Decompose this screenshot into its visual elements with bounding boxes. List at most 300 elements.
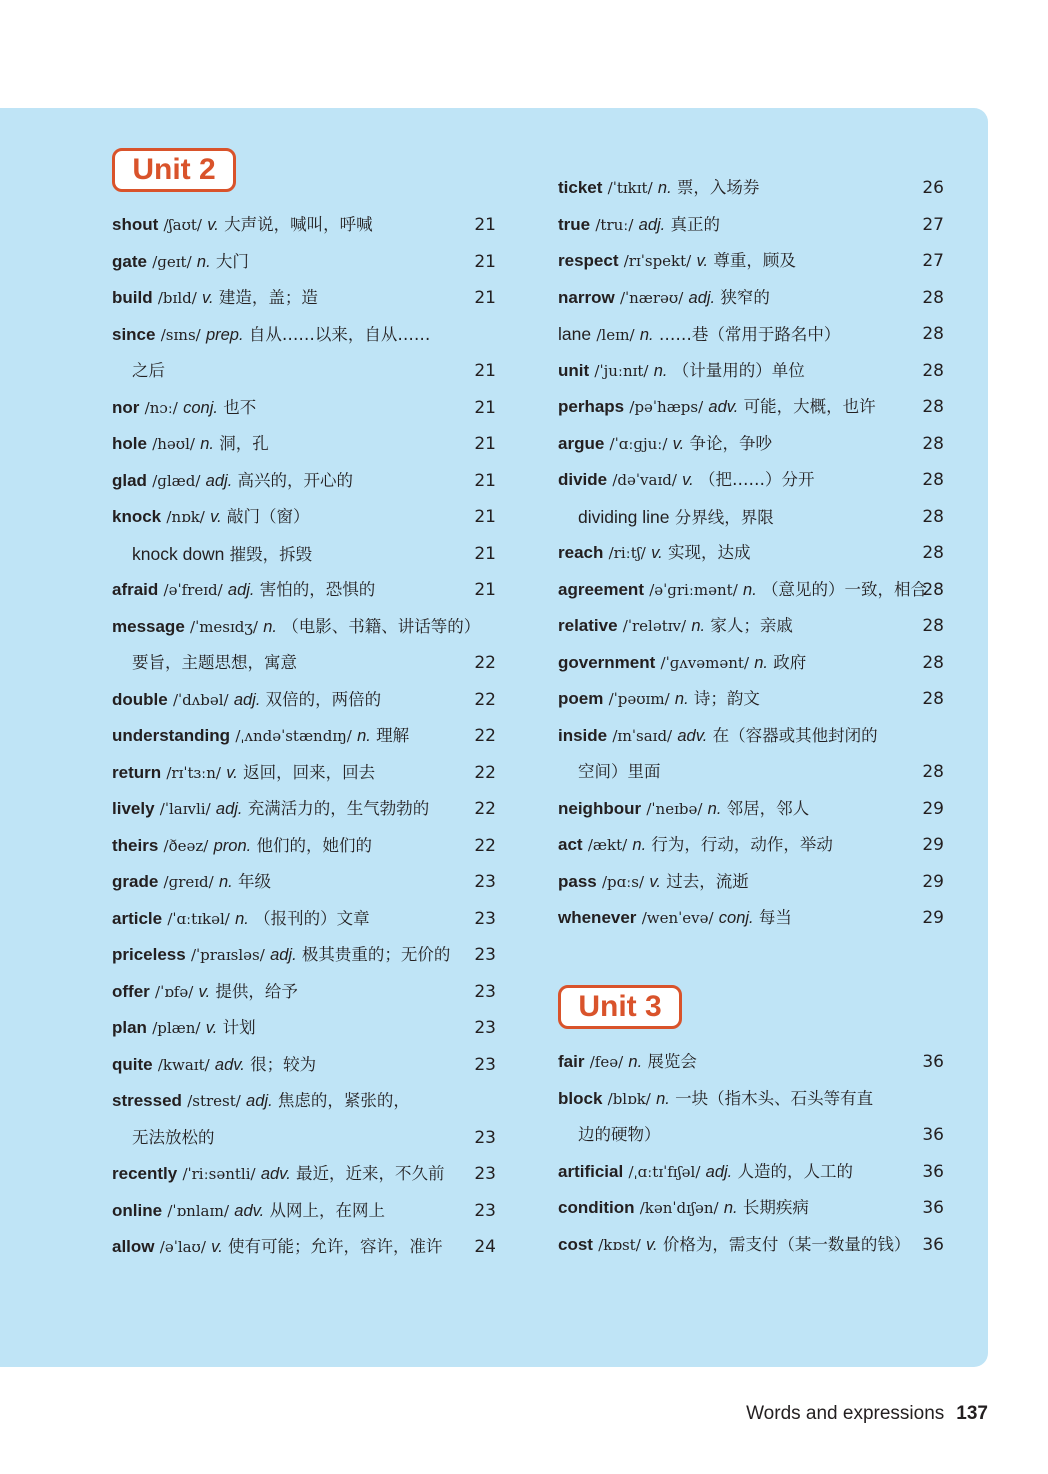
entry-word: whenever xyxy=(558,908,637,927)
entry-word: respect xyxy=(558,251,619,270)
entry-pos: conj. xyxy=(183,398,218,417)
entry-page: 21 xyxy=(474,288,496,308)
unit-heading: Unit 3 xyxy=(558,985,682,1029)
entry-word: reach xyxy=(558,543,604,562)
entry-phonetic: /ˈtɪkɪt/ xyxy=(607,179,653,197)
entry-definition: 洞，孔 xyxy=(219,434,269,453)
entry-text xyxy=(132,645,297,681)
entry-pos: n. xyxy=(674,690,689,708)
entry-definition: 返回，回来，回去 xyxy=(243,762,376,782)
entry-text xyxy=(558,645,806,681)
entry-continuation: 无法放松的 xyxy=(132,1127,215,1147)
vocab-entry xyxy=(112,426,496,462)
entry-text xyxy=(558,353,805,389)
entry-definition: 建造，盖；造 xyxy=(218,288,318,307)
entry-phonetic: /pɑːs/ xyxy=(602,872,645,891)
entry-text xyxy=(112,1193,385,1229)
entry-definition: 也不 xyxy=(223,397,257,417)
entry-phonetic: /ˈneɪbə/ xyxy=(646,799,703,818)
entry-page: 21 xyxy=(474,397,496,418)
entry-word: recently xyxy=(112,1164,178,1183)
entry-word: afraid xyxy=(112,580,159,599)
entry-pos: adj. xyxy=(215,800,243,818)
vocab-entry xyxy=(558,1081,944,1117)
entry-word: fair xyxy=(558,1052,585,1071)
vocab-entry xyxy=(112,280,496,316)
entry-text xyxy=(558,170,759,206)
vocab-entry xyxy=(558,1044,944,1080)
entry-definition: 人造的，人工的 xyxy=(737,1161,853,1181)
entry-phonetic: /dəˈvaɪd/ xyxy=(612,471,677,489)
vocab-entry xyxy=(558,353,944,389)
entry-pos: adj. xyxy=(270,946,297,964)
vocab-entry xyxy=(112,244,496,280)
entry-definition: 充满活力的，生气勃勃的 xyxy=(247,799,430,818)
entry-definition: （意见的）一致，相合 xyxy=(762,579,928,599)
entry-pos: v. xyxy=(696,252,709,270)
entry-continuation: 边的硬物） xyxy=(578,1125,661,1144)
entry-pos: n. xyxy=(743,580,757,599)
entry-text xyxy=(558,535,750,571)
entry-definition: 邻居，邻人 xyxy=(726,798,810,818)
entry-word: lane xyxy=(558,324,592,344)
entry-pos: adv. xyxy=(260,1165,291,1183)
entry-pos: v. xyxy=(672,434,685,453)
entry-page: 23 xyxy=(474,908,496,929)
entry-phonetic: /pəˈhæps/ xyxy=(629,398,704,416)
entry-word: message xyxy=(112,616,185,636)
entry-page: 23 xyxy=(474,1200,496,1221)
entry-word: inside xyxy=(558,725,608,745)
vocab-entry xyxy=(112,1010,496,1046)
entry-word: block xyxy=(558,1088,603,1108)
entry-word: stressed xyxy=(112,1091,182,1110)
entry-text xyxy=(558,608,793,644)
vocab-entry xyxy=(558,170,944,206)
entry-page: 23 xyxy=(474,872,496,892)
entry-phonetic: /əˈɡriːmənt/ xyxy=(649,580,738,599)
entry-text xyxy=(578,499,774,536)
entry-page: 36 xyxy=(922,1125,944,1145)
entry-phrase: dividing line xyxy=(578,506,670,527)
vocab-entry xyxy=(558,1117,944,1153)
entry-page: 23 xyxy=(474,1054,496,1075)
entry-text xyxy=(112,1156,445,1192)
entry-definition: 狭窄的 xyxy=(720,287,770,307)
entry-pos: adj. xyxy=(688,288,716,307)
entry-word: build xyxy=(112,288,153,307)
entry-text xyxy=(558,900,792,936)
entry-page: 21 xyxy=(474,507,496,527)
vocab-entry xyxy=(112,937,496,973)
entry-definition: 提供，给予 xyxy=(215,981,298,1001)
entry-phonetic: /ɡeɪt/ xyxy=(152,252,192,271)
entry-page: 23 xyxy=(474,1127,496,1148)
entry-pos: adv. xyxy=(234,1201,265,1220)
entry-text xyxy=(132,353,165,389)
entry-phonetic: /sɪns/ xyxy=(160,325,201,344)
entry-phonetic: /kwaɪt/ xyxy=(157,1055,210,1074)
vocab-entry xyxy=(558,243,944,279)
entry-definition: 诗；韵文 xyxy=(693,689,760,708)
entry-text xyxy=(558,827,833,863)
entry-pos: adj. xyxy=(705,1162,733,1181)
entry-word: divide xyxy=(558,470,608,489)
entry-page: 21 xyxy=(474,434,496,454)
entry-page: 21 xyxy=(474,580,496,600)
entry-text xyxy=(112,572,375,608)
entry-word: double xyxy=(112,689,168,709)
entry-pos: v. xyxy=(646,1235,658,1254)
entry-definition: 尊重，顾及 xyxy=(713,251,796,270)
entry-text xyxy=(112,1229,443,1265)
entry-page: 22 xyxy=(474,726,496,746)
entry-text xyxy=(112,609,480,645)
entry-definition: 真正的 xyxy=(670,214,721,234)
entry-page: 23 xyxy=(474,981,496,1002)
entry-pos: n. xyxy=(639,326,654,344)
entry-phonetic: /ˈɒfə/ xyxy=(155,982,194,1001)
entry-phonetic: /ˈmesɪdʒ/ xyxy=(190,617,258,636)
entry-definition: 敲门（窗） xyxy=(226,507,310,526)
entry-pos: conj. xyxy=(718,909,754,927)
entry-pos: n. xyxy=(357,727,371,745)
entry-page: 36 xyxy=(922,1198,944,1218)
entry-page: 23 xyxy=(474,945,496,965)
entry-page: 28 xyxy=(922,433,944,454)
vocab-entry xyxy=(112,1156,496,1192)
entry-phonetic: /ˌʌndəˈstændɪŋ/ xyxy=(235,727,352,745)
entry-page: 23 xyxy=(474,1018,496,1038)
entry-pos: v. xyxy=(682,471,694,489)
entry-definition: 使有可能；允许，容许，准许 xyxy=(228,1237,443,1256)
vocab-entry xyxy=(112,499,496,535)
entry-pos: v. xyxy=(207,216,219,234)
entry-pos: v. xyxy=(210,508,222,526)
entry-definition: 他们的，她们的 xyxy=(256,835,372,855)
entry-pos: n. xyxy=(656,1089,670,1108)
entry-phonetic: /həʊl/ xyxy=(152,435,195,453)
entry-definition: 摧毁，拆毁 xyxy=(229,544,313,564)
entry-definition: ……巷（常用于路名中） xyxy=(658,325,841,344)
entry-text xyxy=(578,754,661,790)
entry-page: 22 xyxy=(474,799,496,819)
vocab-entry xyxy=(112,1047,496,1083)
entry-phonetic: /ˈriːsəntli/ xyxy=(182,1165,256,1183)
vocab-entry xyxy=(558,718,944,754)
entry-phonetic: /riːtʃ/ xyxy=(608,544,646,562)
entry-text xyxy=(112,280,318,316)
entry-word: priceless xyxy=(112,945,186,964)
entry-word: government xyxy=(558,652,656,672)
entry-pos: v. xyxy=(205,1019,218,1037)
entry-word: perhaps xyxy=(558,397,625,416)
entry-text xyxy=(112,317,430,353)
entry-text xyxy=(112,974,298,1010)
entry-phonetic: /ˈnærəʊ/ xyxy=(619,288,684,307)
entry-phonetic: /ˈɒnlaɪn/ xyxy=(167,1201,230,1220)
entry-pos: adj. xyxy=(246,1092,273,1110)
entry-phonetic: /ˈdʌbəl/ xyxy=(172,690,229,709)
entry-page: 26 xyxy=(922,178,944,198)
entry-phonetic: /truː/ xyxy=(595,215,634,234)
entry-pos: adj. xyxy=(638,215,666,234)
entry-text xyxy=(112,791,429,827)
vocab-entry xyxy=(558,754,944,790)
vocab-entry xyxy=(112,317,496,353)
entry-text xyxy=(558,389,876,425)
entry-word: neighbour xyxy=(558,798,642,818)
entry-definition: 年级 xyxy=(237,872,271,891)
entry-definition: （把……）分开 xyxy=(699,470,815,489)
entry-word: relative xyxy=(558,616,618,635)
entry-pos: adj. xyxy=(227,581,255,599)
entry-pos: v. xyxy=(198,982,211,1001)
entry-phonetic: /ɡreɪd/ xyxy=(163,873,214,891)
entry-text xyxy=(112,390,256,426)
entry-word: return xyxy=(112,762,162,782)
entry-word: artificial xyxy=(558,1161,624,1181)
entry-word: condition xyxy=(558,1198,635,1217)
vocab-entry xyxy=(558,900,944,936)
entry-text xyxy=(112,1010,256,1046)
entry-pos: adj. xyxy=(233,690,261,709)
entry-phonetic: /bɪld/ xyxy=(157,289,197,307)
entry-definition: 双倍的，两倍的 xyxy=(265,689,382,709)
entry-text xyxy=(112,426,269,462)
entry-phonetic: /blɒk/ xyxy=(607,1089,651,1108)
entry-definition: 政府 xyxy=(773,652,807,672)
vocab-entry xyxy=(112,901,496,937)
entry-page: 28 xyxy=(922,689,944,709)
entry-definition: 票，入场券 xyxy=(676,178,760,197)
entry-definition: 高兴的，开心的 xyxy=(237,470,354,490)
entry-page: 28 xyxy=(922,470,944,490)
entry-word: ticket xyxy=(558,178,603,197)
vocab-entry xyxy=(112,609,496,645)
vocab-entry xyxy=(112,1229,496,1265)
entry-page: 29 xyxy=(922,908,944,928)
entry-pos: n. xyxy=(754,653,769,672)
entry-page: 23 xyxy=(474,1164,496,1184)
entry-phonetic: /ˌɑːtɪˈfɪʃəl/ xyxy=(628,1162,701,1181)
entry-definition: 分界线，界限 xyxy=(674,507,774,527)
entry-text xyxy=(558,864,749,900)
entry-pos: n. xyxy=(632,836,647,854)
vocab-entry xyxy=(112,828,496,864)
vocab-entry xyxy=(558,207,944,243)
entry-page: 28 xyxy=(922,616,944,636)
vocab-entry xyxy=(558,645,944,681)
entry-phonetic: /feə/ xyxy=(589,1053,624,1071)
vocab-entry xyxy=(558,280,944,316)
entry-text xyxy=(558,280,770,316)
entry-phonetic: /rɪˈspekt/ xyxy=(623,252,692,270)
entry-page: 28 xyxy=(922,287,944,308)
entry-definition: 大声说，喊叫，呼喊 xyxy=(224,215,373,234)
entry-definition: 焦虑的，紧张的， xyxy=(277,1091,410,1110)
entry-definition: 大门 xyxy=(215,251,249,271)
entry-definition: 行为，行动，动作，举动 xyxy=(651,835,833,854)
vocab-entry xyxy=(112,645,496,681)
entry-phonetic: /kənˈdɪʃən/ xyxy=(639,1199,719,1217)
entry-text xyxy=(112,755,375,791)
vocab-entry xyxy=(558,864,944,900)
entry-definition: （计量用的）单位 xyxy=(672,360,805,380)
entry-word: theirs xyxy=(112,835,159,855)
entry-phonetic: /ˈɑːɡjuː/ xyxy=(609,434,668,453)
entry-page: 29 xyxy=(922,871,944,892)
entry-text xyxy=(112,499,309,535)
entry-word: pass xyxy=(558,871,597,891)
vocab-entry xyxy=(112,536,496,572)
vocab-entry xyxy=(558,316,944,352)
entry-pos: n. xyxy=(723,1199,738,1217)
entry-page: 21 xyxy=(474,470,496,491)
footer-label: Words and expressions xyxy=(746,1403,945,1424)
entry-definition: 理解 xyxy=(376,726,410,745)
entry-word: since xyxy=(112,324,156,344)
entry-page: 22 xyxy=(474,689,496,710)
entry-pos: n. xyxy=(200,435,214,453)
entry-word: understanding xyxy=(112,726,231,745)
entry-word: quite xyxy=(112,1054,153,1074)
vocab-entry xyxy=(112,682,496,718)
entry-word: gate xyxy=(112,251,147,271)
entry-definition: 从网上，在网上 xyxy=(269,1200,385,1220)
page-number: 137 xyxy=(956,1403,988,1424)
entry-page: 28 xyxy=(922,324,944,344)
entry-phonetic: /strest/ xyxy=(187,1092,241,1110)
entry-definition: 自从……以来，自从…… xyxy=(248,324,431,344)
entry-page: 22 xyxy=(474,835,496,856)
entry-definition: 价格为，需支付（某一数量的钱） xyxy=(662,1234,911,1254)
entry-text xyxy=(112,1047,316,1083)
entry-text xyxy=(112,937,450,973)
entry-pos: n. xyxy=(196,252,211,271)
vocab-entry xyxy=(558,827,944,863)
entry-word: act xyxy=(558,835,583,854)
entry-word: unit xyxy=(558,360,590,380)
entry-page: 28 xyxy=(922,360,944,381)
entry-text xyxy=(558,316,840,353)
entry-continuation: 要旨，主题思想，寓意 xyxy=(132,653,297,672)
entry-phonetic: /ˈɑːtɪkəl/ xyxy=(167,909,230,928)
entry-text xyxy=(112,864,271,900)
vocab-entry xyxy=(558,535,944,571)
entry-word: narrow xyxy=(558,287,615,307)
entry-page: 21 xyxy=(474,543,496,564)
entry-page: 36 xyxy=(922,1234,944,1255)
vocab-entry xyxy=(558,1227,944,1263)
page-footer xyxy=(746,1400,988,1428)
entry-pos: v. xyxy=(649,872,661,891)
entry-definition: 一块（指木头、石头等有直 xyxy=(675,1088,874,1108)
entry-definition: 实现，达成 xyxy=(667,543,751,562)
vocab-entry xyxy=(112,390,496,426)
vocab-entry xyxy=(112,463,496,499)
entry-phonetic: /nɒk/ xyxy=(166,508,205,526)
entry-page: 27 xyxy=(922,214,944,235)
entry-text xyxy=(558,1081,873,1117)
entry-pos: v. xyxy=(202,289,214,307)
vocab-entry xyxy=(558,1190,944,1226)
entry-text xyxy=(132,1120,215,1156)
entry-page: 29 xyxy=(922,835,944,855)
entry-text xyxy=(558,426,772,462)
vocab-entry xyxy=(112,1083,496,1119)
entry-word: true xyxy=(558,214,591,234)
entry-word: nor xyxy=(112,397,140,417)
entry-phonetic: /ˈjuːnɪt/ xyxy=(594,361,649,380)
vocab-entry xyxy=(112,572,496,608)
entry-phonetic: /ɡlæd/ xyxy=(152,471,201,490)
entry-definition: 计划 xyxy=(222,1018,256,1037)
entry-pos: adj. xyxy=(205,471,233,490)
entry-word: online xyxy=(112,1200,163,1220)
entry-text xyxy=(112,682,381,718)
entry-text xyxy=(112,463,353,499)
entry-word: plan xyxy=(112,1018,147,1037)
entry-text xyxy=(112,207,373,243)
entry-text xyxy=(578,1117,661,1153)
vocab-entry xyxy=(112,1120,496,1156)
entry-page: 28 xyxy=(922,652,944,673)
vocab-entry xyxy=(112,718,496,754)
unit-heading: Unit 2 xyxy=(112,148,236,192)
entry-phonetic: /ɪnˈsaɪd/ xyxy=(612,726,673,745)
entry-pos: n. xyxy=(691,617,706,635)
vocab-entry xyxy=(112,353,496,389)
entry-phonetic: /ðeəz/ xyxy=(163,836,209,855)
entry-page: 22 xyxy=(474,762,496,783)
entry-phonetic: /ˈpraɪsləs/ xyxy=(190,946,265,964)
vocab-entry xyxy=(558,499,944,535)
entry-text xyxy=(112,828,372,864)
entry-text xyxy=(558,1227,910,1263)
entry-text xyxy=(132,536,312,573)
entry-pos: n. xyxy=(218,873,233,891)
entry-continuation: 之后 xyxy=(132,361,165,380)
entry-page: 29 xyxy=(922,798,944,819)
entry-page: 21 xyxy=(474,361,496,381)
entry-definition: 很；较为 xyxy=(250,1054,317,1074)
entry-page: 28 xyxy=(922,762,944,782)
entry-word: argue xyxy=(558,433,605,453)
entry-definition: 极其贵重的；无价的 xyxy=(301,945,451,964)
entry-definition: 展览会 xyxy=(647,1052,697,1071)
entry-text xyxy=(558,718,878,754)
entry-phonetic: /ækt/ xyxy=(587,836,628,854)
vocab-entry xyxy=(112,207,496,243)
entry-text xyxy=(558,1154,853,1190)
entry-word: knock xyxy=(112,507,162,526)
entry-pos: n. xyxy=(263,617,277,636)
entry-phonetic: /ˈpəʊɪm/ xyxy=(608,690,670,708)
entry-phonetic: /əˈfreɪd/ xyxy=(163,581,223,599)
entry-text xyxy=(558,207,720,243)
entry-phonetic: /leɪn/ xyxy=(596,326,635,344)
entry-page: 36 xyxy=(922,1052,944,1072)
entry-word: shout xyxy=(112,215,159,234)
entry-pos: n. xyxy=(628,1053,643,1071)
vocab-entry xyxy=(112,974,496,1010)
vocab-entry xyxy=(558,681,944,717)
entry-text xyxy=(558,1190,809,1226)
entry-pos: n. xyxy=(707,799,722,818)
entry-pos: v. xyxy=(226,763,238,782)
entry-pos: adv. xyxy=(677,726,708,745)
